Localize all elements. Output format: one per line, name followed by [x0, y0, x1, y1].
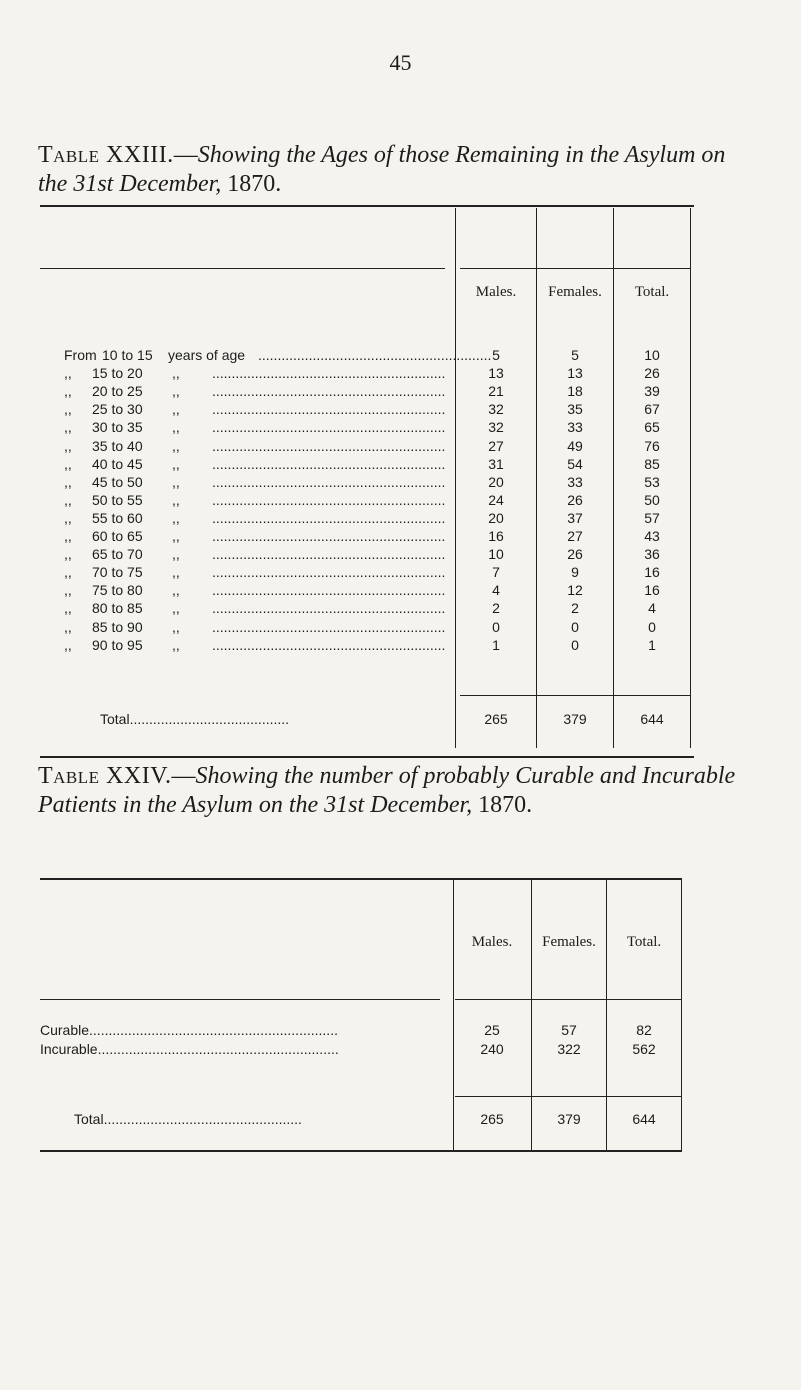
total-row-label: Total................................................... [74, 1111, 302, 1127]
col-header-males: Males. [475, 284, 517, 300]
age-females-cell: 2 [571, 600, 579, 616]
age-total-cell: 67 [644, 401, 660, 417]
table-24-year: 1870. [478, 792, 533, 818]
age-females-cell: 5 [571, 347, 579, 363]
age-row-label: ,, 50 to 55 ,, ............................................................ [64, 492, 446, 508]
curable-males: 25 [484, 1022, 500, 1038]
col-header-total: Total. [626, 934, 662, 950]
table-23-year: 1870. [227, 171, 282, 197]
age-row-label: ,, 85 to 90 ,, ............................................................ [64, 619, 446, 635]
age-row-label: ,, 80 to 85 ,, ............................................................ [64, 600, 446, 616]
age-row-label: From 10 to 15 years of age ............................................................ [64, 347, 492, 363]
age-females-cell: 0 [571, 619, 579, 635]
age-row-label: ,, 35 to 40 ,, ............................................................ [64, 438, 446, 454]
age-row-label: ,, 75 to 80 ,, ............................................................ [64, 582, 446, 598]
age-males-cell: 20 [488, 474, 504, 490]
age-total-cell: 76 [644, 438, 660, 454]
total-males: 265 [480, 1111, 504, 1127]
age-row-label: ,, 60 to 65 ,, ............................................................ [64, 528, 446, 544]
age-females-cell: 13 [567, 365, 583, 381]
age-row-label: ,, 15 to 20 ,, ............................................................ [64, 365, 446, 381]
age-total-cell: 57 [644, 510, 660, 526]
age-total-cell: 10 [644, 347, 660, 363]
col-header-males: Males. [471, 934, 513, 950]
table-24-dash: — [171, 763, 196, 789]
age-females-cell: 0 [571, 637, 579, 653]
age-females-cell: 49 [567, 438, 583, 454]
age-row-label: ,, 70 to 75 ,, ............................................................ [64, 564, 446, 580]
table-23-label: Table XXIII. [38, 142, 174, 168]
age-total-cell: 16 [644, 564, 660, 580]
age-total-cell: 50 [644, 492, 660, 508]
age-males-cell: 20 [488, 510, 504, 526]
age-females-cell: 33 [567, 474, 583, 490]
table-23-caption [38, 141, 758, 199]
age-total-cell: 26 [644, 365, 660, 381]
total-row-label: Total......................................... [100, 711, 290, 727]
age-row-label: ,, 30 to 35 ,, ............................................................ [64, 419, 446, 435]
table-24-caption [38, 762, 758, 820]
total-females: 379 [557, 1111, 581, 1127]
age-total-cell: 43 [644, 528, 660, 544]
table-24-description: Showing the number of probably Curable and Incurable Patients in the Asylum on the 31st December, [38, 763, 736, 818]
incurable-total: 562 [632, 1041, 656, 1057]
age-total-cell: 39 [644, 383, 660, 399]
age-total-cell: 16 [644, 582, 660, 598]
age-males-cell: 32 [488, 401, 504, 417]
age-row-label: ,, 40 to 45 ,, ............................................................ [64, 456, 446, 472]
age-females-cell: 54 [567, 456, 583, 472]
age-males-cell: 27 [488, 438, 504, 454]
age-row-label: ,, 90 to 95 ,, ............................................................ [64, 637, 446, 653]
col-header-females: Females. [548, 284, 602, 300]
table-23-description: Showing the Ages of those Remaining in the Asylum on the 31st December, [38, 142, 726, 197]
age-total-cell: 36 [644, 546, 660, 562]
age-row-label: ,, 45 to 50 ,, ............................................................ [64, 474, 446, 490]
age-males-cell: 21 [488, 383, 504, 399]
age-row-label: ,, 65 to 70 ,, ............................................................ [64, 546, 446, 562]
col-header-total: Total. [634, 284, 670, 300]
age-row-label: ,, 55 to 60 ,, ............................................................ [64, 510, 446, 526]
age-total-cell: 1 [648, 637, 656, 653]
age-total-cell: 0 [648, 619, 656, 635]
age-females-cell: 9 [571, 564, 579, 580]
table-24-label: Table XXIV. [38, 763, 172, 789]
age-males-cell: 31 [488, 456, 504, 472]
age-males-cell: 4 [492, 582, 500, 598]
table-23-dash: — [173, 142, 198, 168]
age-males-cell: 24 [488, 492, 504, 508]
col-header-females: Females. [542, 934, 596, 950]
age-females-cell: 26 [567, 492, 583, 508]
total-total: 644 [632, 1111, 656, 1127]
incurable-females: 322 [557, 1041, 581, 1057]
age-males-cell: 7 [492, 564, 500, 580]
age-total-cell: 53 [644, 474, 660, 490]
age-males-cell: 5 [492, 347, 500, 363]
age-males-cell: 0 [492, 619, 500, 635]
curable-females: 57 [561, 1022, 577, 1038]
page-number: 45 [389, 50, 412, 75]
age-row-label: ,, 20 to 25 ,, ............................................................ [64, 383, 446, 399]
age-females-cell: 35 [567, 401, 583, 417]
age-total-cell: 85 [644, 456, 660, 472]
age-males-cell: 10 [488, 546, 504, 562]
age-females-cell: 12 [567, 582, 583, 598]
age-males-cell: 13 [488, 365, 504, 381]
curable-total: 82 [636, 1022, 652, 1038]
total-total: 644 [640, 711, 664, 727]
age-males-cell: 1 [492, 637, 500, 653]
total-males: 265 [484, 711, 508, 727]
age-females-cell: 33 [567, 419, 583, 435]
age-females-cell: 27 [567, 528, 583, 544]
age-total-cell: 4 [648, 600, 656, 616]
age-females-cell: 37 [567, 510, 583, 526]
total-females: 379 [563, 711, 587, 727]
incurable-males: 240 [480, 1041, 504, 1057]
age-females-cell: 18 [567, 383, 583, 399]
age-row-label: ,, 25 to 30 ,, ............................................................ [64, 401, 446, 417]
age-males-cell: 32 [488, 419, 504, 435]
age-males-cell: 16 [488, 528, 504, 544]
age-females-cell: 26 [567, 546, 583, 562]
row-label-incurable: Incurable.............................................................. [40, 1041, 339, 1057]
age-total-cell: 65 [644, 419, 660, 435]
age-males-cell: 2 [492, 600, 500, 616]
row-label-curable: Curable................................................................ [40, 1022, 338, 1038]
